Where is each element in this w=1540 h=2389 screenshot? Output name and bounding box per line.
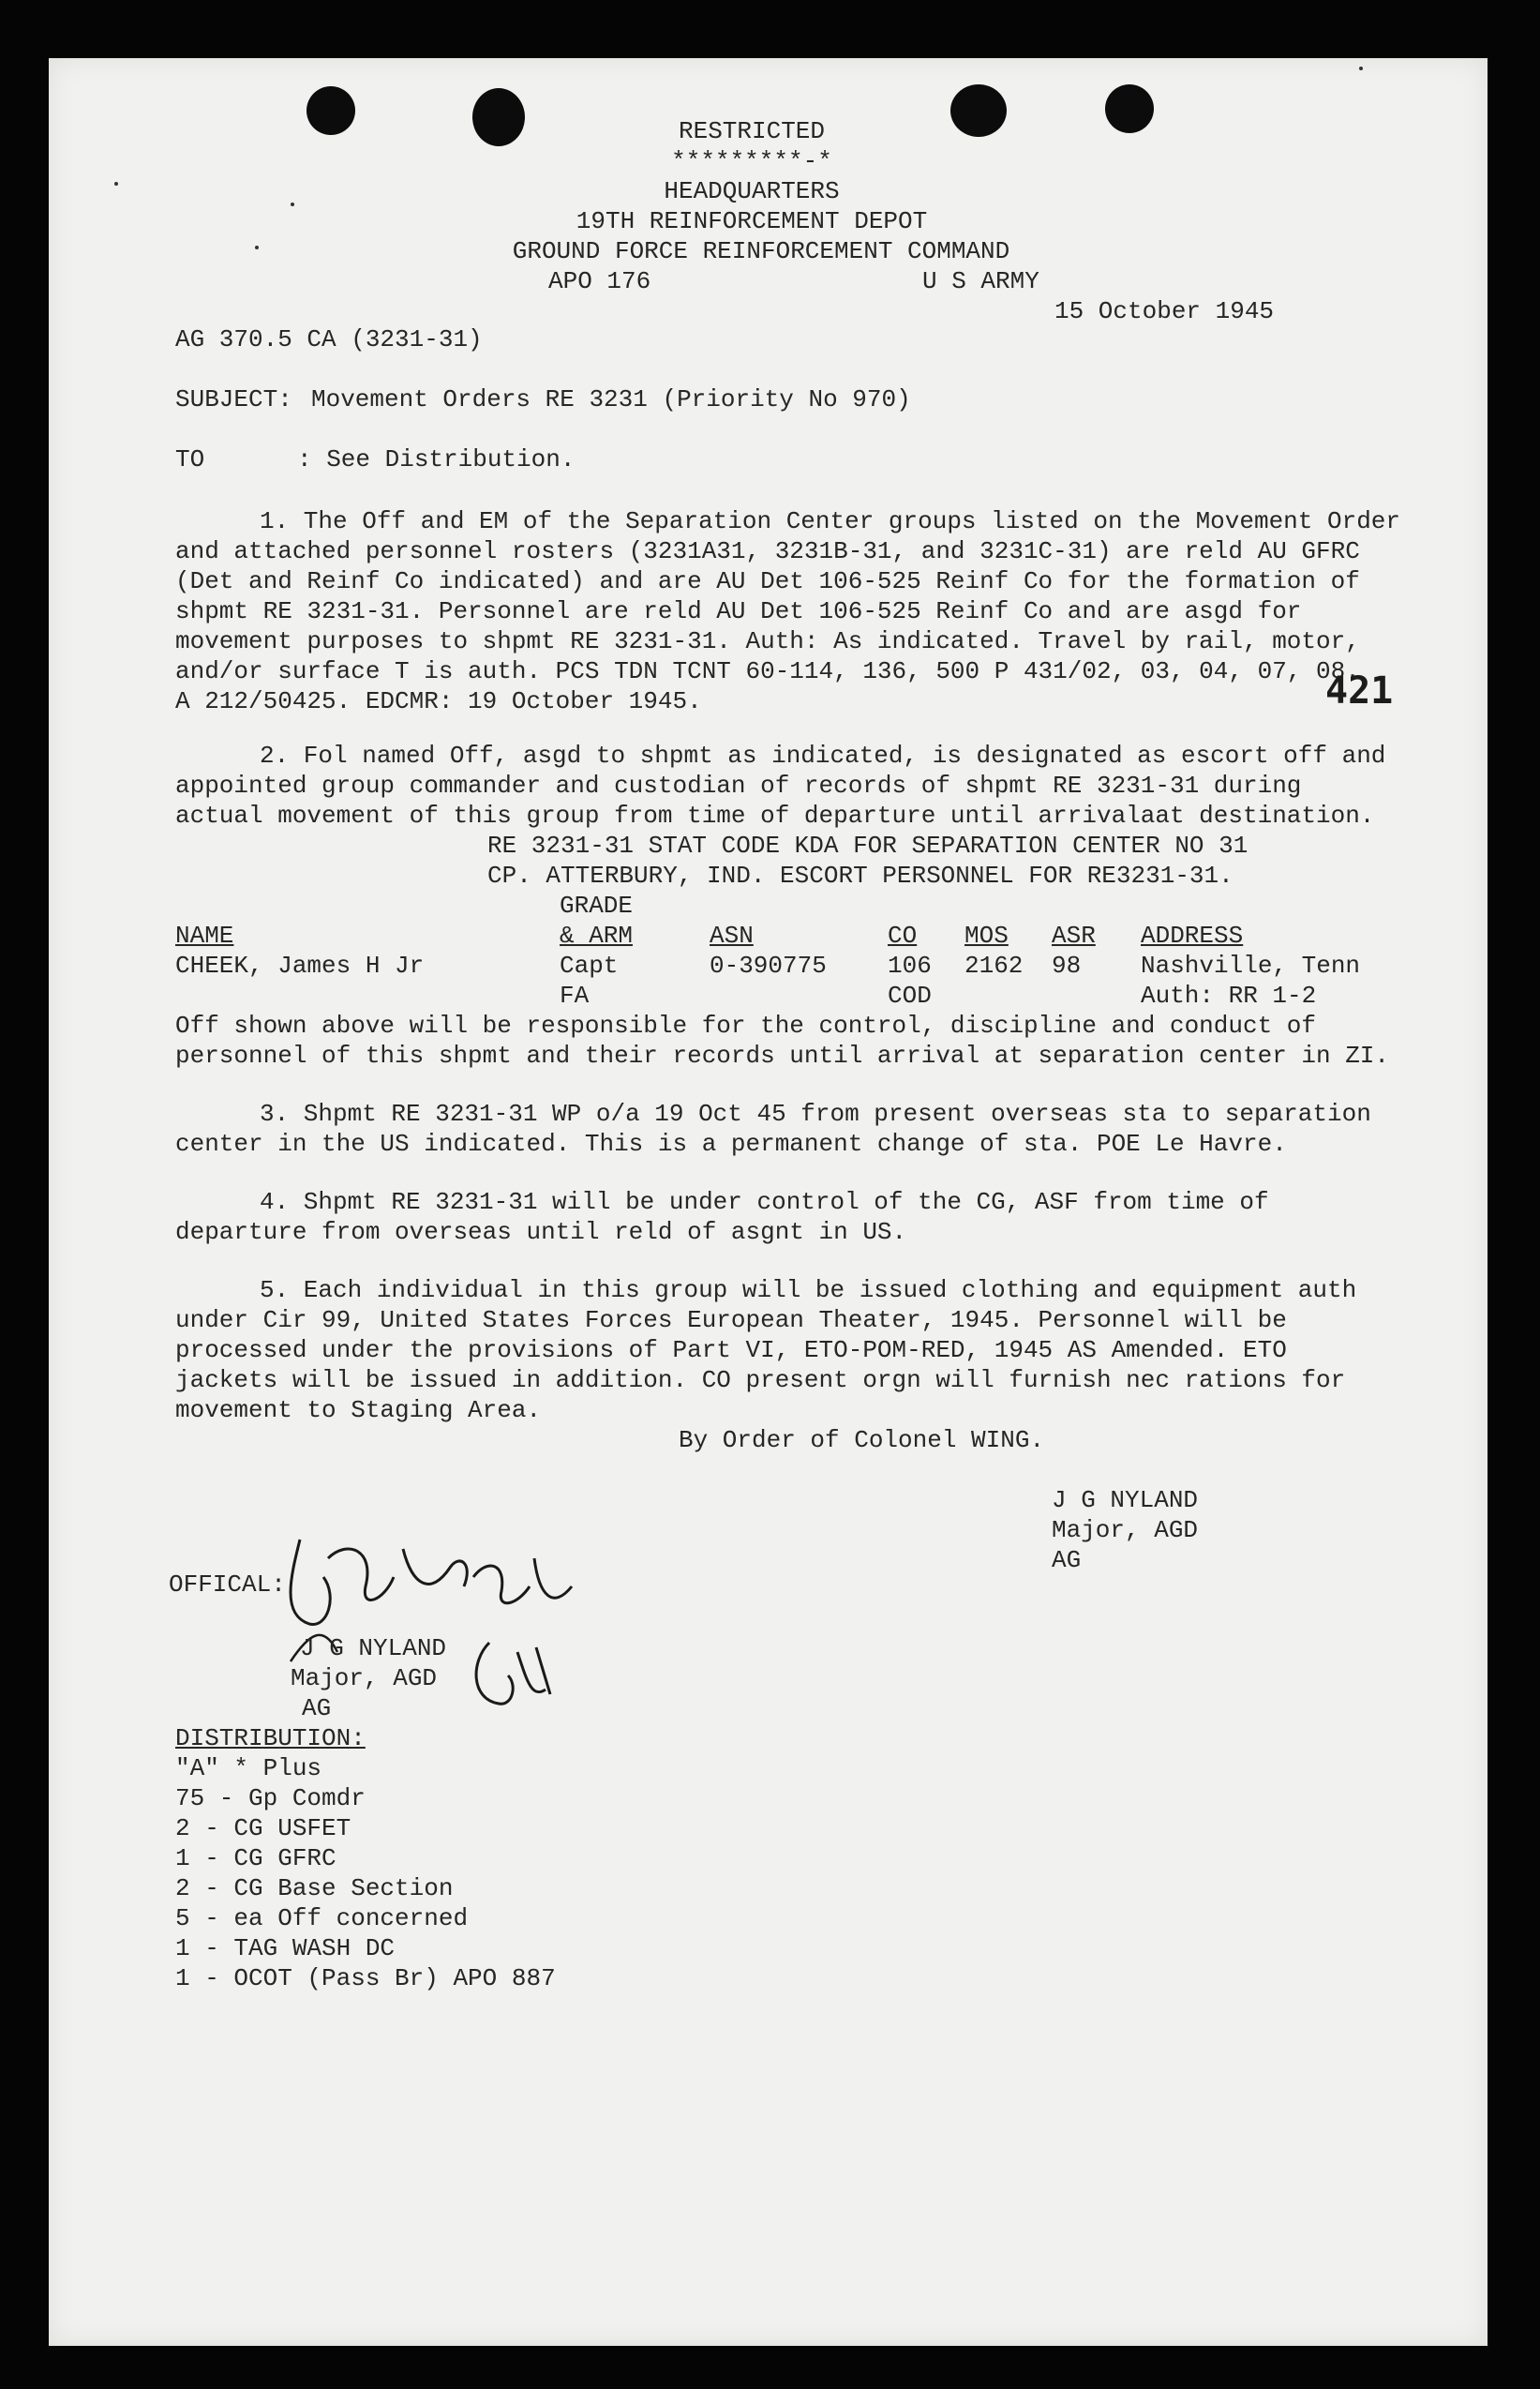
roster-header-grade: & ARM (560, 922, 634, 950)
signer-rank: Major, AGD (1052, 1516, 1199, 1544)
paragraph-line: and/or surface T is auth. PCS TDN TCNT 60-114, 136, 500 P 431/02, 03, 04, 07, 08. (175, 657, 1360, 685)
paragraph-line: departure from overseas until reld of asgnt in US. (175, 1218, 907, 1246)
roster-header-mos: MOS (964, 922, 1009, 950)
paragraph-line: actual movement of this group from time of departure until arrivalaat destination. (175, 802, 1375, 830)
roster-auth: Auth: RR 1-2 (1141, 982, 1317, 1010)
official-rank: Major, AGD (291, 1664, 438, 1692)
roster-header-grade-top: GRADE (560, 892, 634, 920)
paragraph-2 (175, 741, 1488, 831)
speck-mark (255, 246, 259, 249)
paragraph-line: Off shown above will be responsible for the control, discipline and conduct of (175, 1012, 1316, 1040)
signer-title: AG (1052, 1546, 1082, 1574)
paragraph-line: under Cir 99, United States Forces European Theater, 1945. Personnel will be (175, 1306, 1287, 1334)
paragraph-line: shpmt RE 3231-31. Personnel are reld AU Det 106-525 Reinf Co and are asgd for (175, 597, 1302, 625)
to-label: TO (175, 445, 205, 473)
punch-hole (472, 88, 525, 146)
paragraph-line: 5. Each individual in this group will be issued clothing and equipment auth (260, 1276, 1357, 1304)
distribution-item: 2 - CG USFET (175, 1814, 351, 1842)
paragraph-1 (175, 506, 1488, 716)
roster-arm: FA (560, 982, 590, 1010)
paragraph-line: appointed group commander and custodian of records of shpmt RE 3231-31 during (175, 772, 1302, 800)
roster-name: CHEEK, James H Jr (175, 952, 425, 980)
header-line-3: GROUND FORCE REINFORCEMENT COMMAND (512, 237, 1010, 265)
classification-stars: *********-* (671, 147, 832, 175)
roster-header-name: NAME (175, 922, 234, 950)
signer-name: J G NYLAND (1052, 1486, 1199, 1514)
roster-co-2: COD (888, 982, 932, 1010)
to-value: : See Distribution. (297, 445, 576, 473)
header-line-2: 19TH REINFORCEMENT DEPOT (576, 207, 928, 235)
speck-mark (114, 182, 118, 186)
speck-mark (1359, 67, 1363, 70)
paragraph-line: and attached personnel rosters (3231A31, 3231B-31, and 3231C-31) are reld AU GFRC (175, 537, 1360, 565)
official-title: AG (302, 1694, 332, 1722)
header-line-1: HEADQUARTERS (664, 177, 840, 205)
roster-address: Nashville, Tenn (1141, 952, 1361, 980)
classification-marking: RESTRICTED (678, 117, 826, 145)
distribution-label: DISTRIBUTION: (175, 1724, 366, 1752)
roster-grade: Capt (560, 952, 619, 980)
distribution-list (175, 1753, 831, 1993)
by-order-line: By Order of Colonel WING. (679, 1426, 1045, 1454)
distribution-item: 2 - CG Base Section (175, 1874, 454, 1902)
roster-header-asn: ASN (710, 922, 754, 950)
subject-label: SUBJECT: (175, 385, 292, 413)
paragraph-line: movement to Staging Area. (175, 1396, 542, 1424)
speck-mark (291, 203, 294, 206)
punch-hole (950, 84, 1007, 137)
paragraph-4 (175, 1187, 1488, 1247)
stat-code-line: RE 3231-31 STAT CODE KDA FOR SEPARATION CENTER NO 31 (487, 832, 1248, 860)
distribution-item: "A" * Plus (175, 1754, 322, 1782)
paragraph-line: jackets will be issued in addition. CO present orgn will furnish nec rations for (175, 1366, 1346, 1394)
escort-personnel-line: CP. ATTERBURY, IND. ESCORT PERSONNEL FOR RE3231-31. (487, 862, 1233, 890)
subject-text: Movement Orders RE 3231 (Priority No 970) (311, 385, 911, 413)
roster-mos: 2162 (964, 952, 1024, 980)
roster-header-asr: ASR (1052, 922, 1096, 950)
roster-asn: 0-390775 (710, 952, 827, 980)
distribution-item: 5 - ea Off concerned (175, 1904, 469, 1932)
distribution-item: 1 - TAG WASH DC (175, 1934, 396, 1962)
roster-co: 106 (888, 952, 932, 980)
handwritten-initials (461, 1633, 564, 1718)
roster-header-address: ADDRESS (1141, 922, 1244, 950)
roster-header-co: CO (888, 922, 918, 950)
paragraph-2-closing (175, 1011, 1488, 1071)
official-label: OFFICAL: (169, 1570, 286, 1599)
paragraph-line: (Det and Reinf Co indicated) and are AU Det 106-525 Reinf Co for the formation of (175, 567, 1360, 595)
header-army: U S ARMY (922, 267, 1039, 295)
distribution-item: 1 - OCOT (Pass Br) APO 887 (175, 1964, 556, 1992)
paragraph-line: personnel of this shpmt and their records until arrival at separation center in ZI. (175, 1042, 1390, 1070)
paragraph-line: 1. The Off and EM of the Separation Center groups listed on the Movement Order (260, 507, 1400, 535)
paragraph-line: A 212/50425. EDCMR: 19 October 1945. (175, 687, 702, 715)
distribution-item: 75 - Gp Comdr (175, 1784, 366, 1812)
file-reference: AG 370.5 CA (3231-31) (175, 325, 483, 353)
paragraph-3 (175, 1099, 1488, 1159)
paragraph-line: movement purposes to shpmt RE 3231-31. Auth: As indicated. Travel by rail, motor, (175, 627, 1360, 655)
paragraph-line: processed under the provisions of Part VI, ETO-POM-RED, 1945 AS Amended. ETO (175, 1336, 1287, 1364)
paragraph-line: 3. Shpmt RE 3231-31 WP o/a 19 Oct 45 from present overseas sta to separation (260, 1100, 1371, 1128)
document-page (49, 58, 1488, 2346)
document-date: 15 October 1945 (1054, 297, 1275, 325)
paragraph-line: 4. Shpmt RE 3231-31 will be under control of the CG, ASF from time of (260, 1188, 1269, 1216)
paragraph-5 (175, 1275, 1488, 1425)
distribution-item: 1 - CG GFRC (175, 1844, 336, 1872)
punch-hole (307, 86, 355, 135)
roster-asr: 98 (1052, 952, 1082, 980)
page-number: 421 (1325, 669, 1394, 713)
paragraph-line: center in the US indicated. This is a permanent change of sta. POE Le Havre. (175, 1130, 1287, 1158)
header-apo: APO 176 (548, 267, 651, 295)
paragraph-line: 2. Fol named Off, asgd to shpmt as indicated, is designated as escort off and (260, 742, 1386, 770)
punch-hole (1105, 84, 1154, 133)
official-name: J G NYLAND (300, 1634, 447, 1662)
